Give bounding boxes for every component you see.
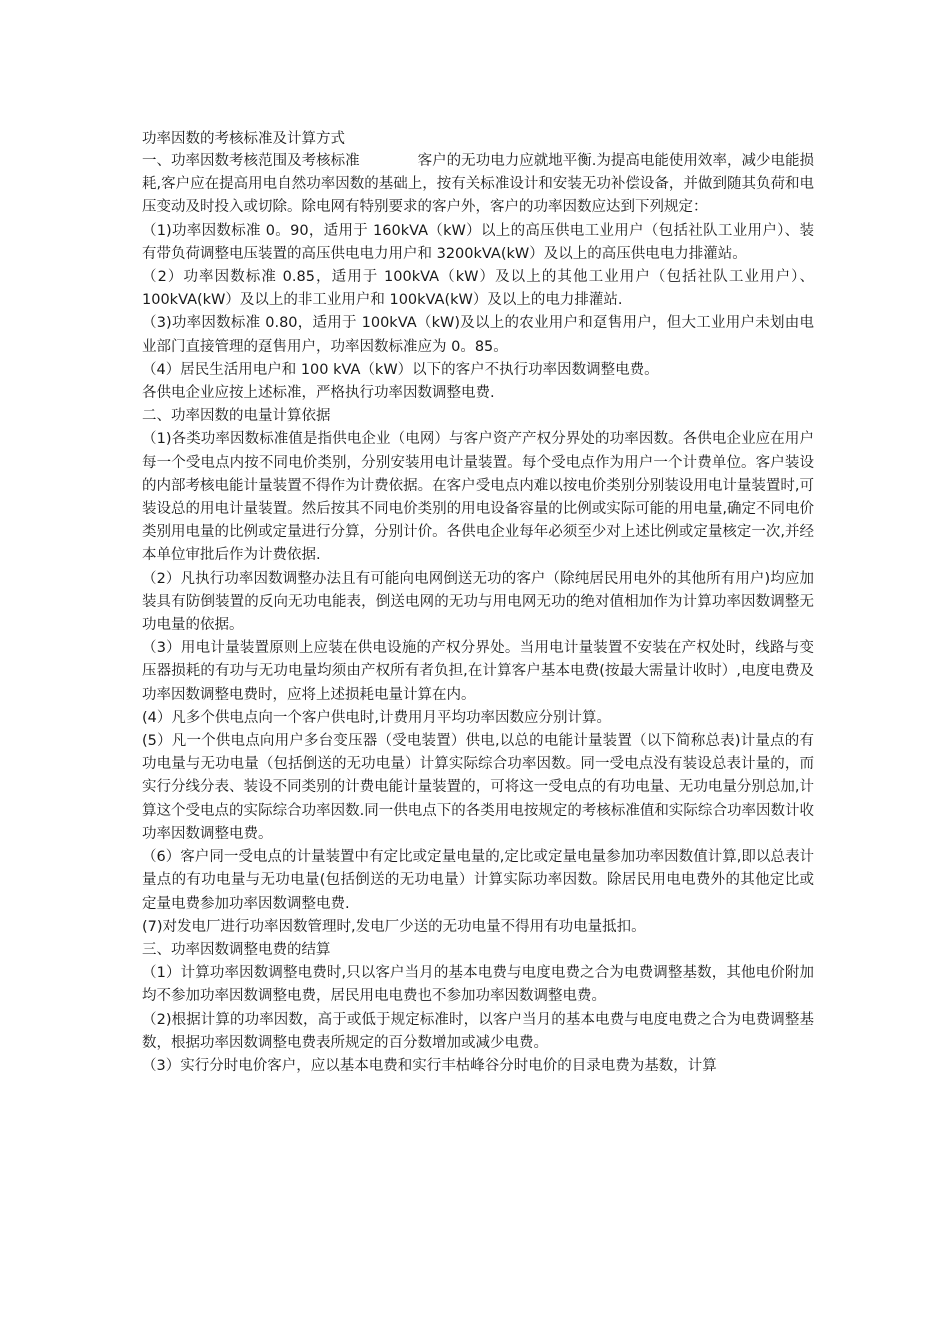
paragraph-settlement-1: （1）计算功率因数调整电费时,只以客户当月的基本电费与电度电费之合为电费调整基数，其他电价附加均不参加功率因数调整电费，居民用电电费也不参加功率因数调整电费。	[142, 965, 814, 1005]
paragraph-standard-2: （2）功率因数标准 0.85，适用于 100kVA（kW）及以上的其他工业用户（包括社队工业用户）、100kVA(kW）及以上的非工业用户和 100kVA(kW）及以上的电力排灌站.	[142, 269, 814, 309]
paragraph-standard-3: （3)功率因数标准 0.80，适用于 100kVA（kW)及以上的农业用户和趸售用户，但大工业用户未划由电业部门直接管理的趸售用户，功率因数标准应为 0。85。	[142, 315, 814, 355]
paragraph-basis-6: （6）客户同一受电点的计量装置中有定比或定量电量的,定比或定量电量参加功率因数值计算,即以总表计量点的有功电量与无功电量(包括倒送的无功电量）计算实际功率因数。除居民用电电费外的其他定比或定量电费参加功率因数调整电费.	[142, 849, 814, 912]
paragraph-section-1-intro: 一、功率因数考核范围及考核标准 客户的无功电力应就地平衡.为提高电能使用效率，减少电能损耗,客户应在提高用电自然功率因数的基础上，按有关标准设计和安装无功补偿设备，并做到随其负荷和电压变动及时投入或切除。除电网有特别要求的客户外，客户的功率因数应达到下列规定：	[142, 153, 814, 216]
paragraph-basis-2: （2）凡执行功率因数调整办法且有可能向电网倒送无功的客户（除纯居民用电外的其他所有用户)均应加装具有防倒装置的反向无功电能表，倒送电网的无功与用电网无功的绝对值相加作为计算功率因数调整无功电量的依据。	[142, 570, 814, 634]
paragraph-basis-1: （1)各类功率因数标准值是指供电企业（电网）与客户资产产权分界处的功率因数。各供电企业应在用户每一个受电点内按不同电价类别，分别安装用电计量装置。每个受电点作为用户一个计费单位。客户装设的内部考核电能计量装置不得作为计费依据。在客户受电点内难以按电价类别分别装设用电计量装置时,可装设总的用电计量装置。然后按其不同电价类别的用电设备容量的比例或实际可能的用电量,确定不同电价类别用电量的比例或定量进行分算，分别计价。各供电企业每年必须至少对上述比例或定量核定一次,并经本单位审批后作为计费依据.	[142, 431, 814, 564]
paragraph-basis-4: (4）凡多个供电点向一个客户供电时,计费用月平均功率因数应分别计算。	[142, 709, 611, 726]
paragraph-basis-5: (5）凡一个供电点向用户多台变压器（受电装置）供电,以总的电能计量装置（以下简称总表)计量点的有功电量与无功电量（包括倒送的无功电量）计算实际综合功率因数。同一受电点没有装设总表计量的，而实行分线分表、装设不同类别的计费电能计量装置的，可将这一受电点的有功电量、无功电量分别总加,计算这个受电点的实际综合功率因数.同一供电点下的各类用电按规定的考核标准值和实际综合功率因数计收功率因数调整电费。	[142, 733, 814, 842]
paragraph-settlement-2: （2)根据计算的功率因数，高于或低于规定标准时，以客户当月的基本电费与电度电费之合为电费调整基数，根据功率因数调整电费表所规定的百分数增加或减少电费。	[142, 1011, 814, 1051]
section-heading-3: 三、功率因数调整电费的结算	[142, 941, 331, 958]
paragraph-basis-3: （3）用电计量装置原则上应装在供电设施的产权分界处。当用电计量装置不安装在产权处时，线路与变压器损耗的有功与无功电量均须由产权所有者负担,在计算客户基本电费(按最大需量计收时）,电度电费及功率因数调整电费时，应将上述损耗电量计算在内。	[142, 640, 814, 703]
paragraph-standard-summary: 各供电企业应按上述标准，严格执行功率因数调整电费.	[142, 385, 495, 402]
document-title: 功率因数的考核标准及计算方式	[142, 131, 345, 147]
paragraph-settlement-3: （3）实行分时电价客户，应以基本电费和实行丰枯峰谷分时电价的目录电费为基数，计算	[142, 1057, 717, 1074]
paragraph-standard-1: （1)功率因数标准 0。90，适用于 160kVA（kW）以上的高压供电工业用户（包括社队工业用户）、装有带负荷调整电压装置的高压供电电力用户和 3200kVA(kW）及以上的高压供电电力排灌站。	[142, 222, 814, 262]
section-heading-2: 二、功率因数的电量计算依据	[142, 408, 331, 425]
paragraph-standard-4: （4）居民生活用电户和 100 kVA（kW）以下的客户不执行功率因数调整电费。	[142, 361, 659, 378]
document-page	[142, 128, 814, 1078]
paragraph-basis-7: (7)对发电厂进行功率因数管理时,发电厂少送的无功电量不得用有功电量抵扣。	[142, 918, 646, 935]
